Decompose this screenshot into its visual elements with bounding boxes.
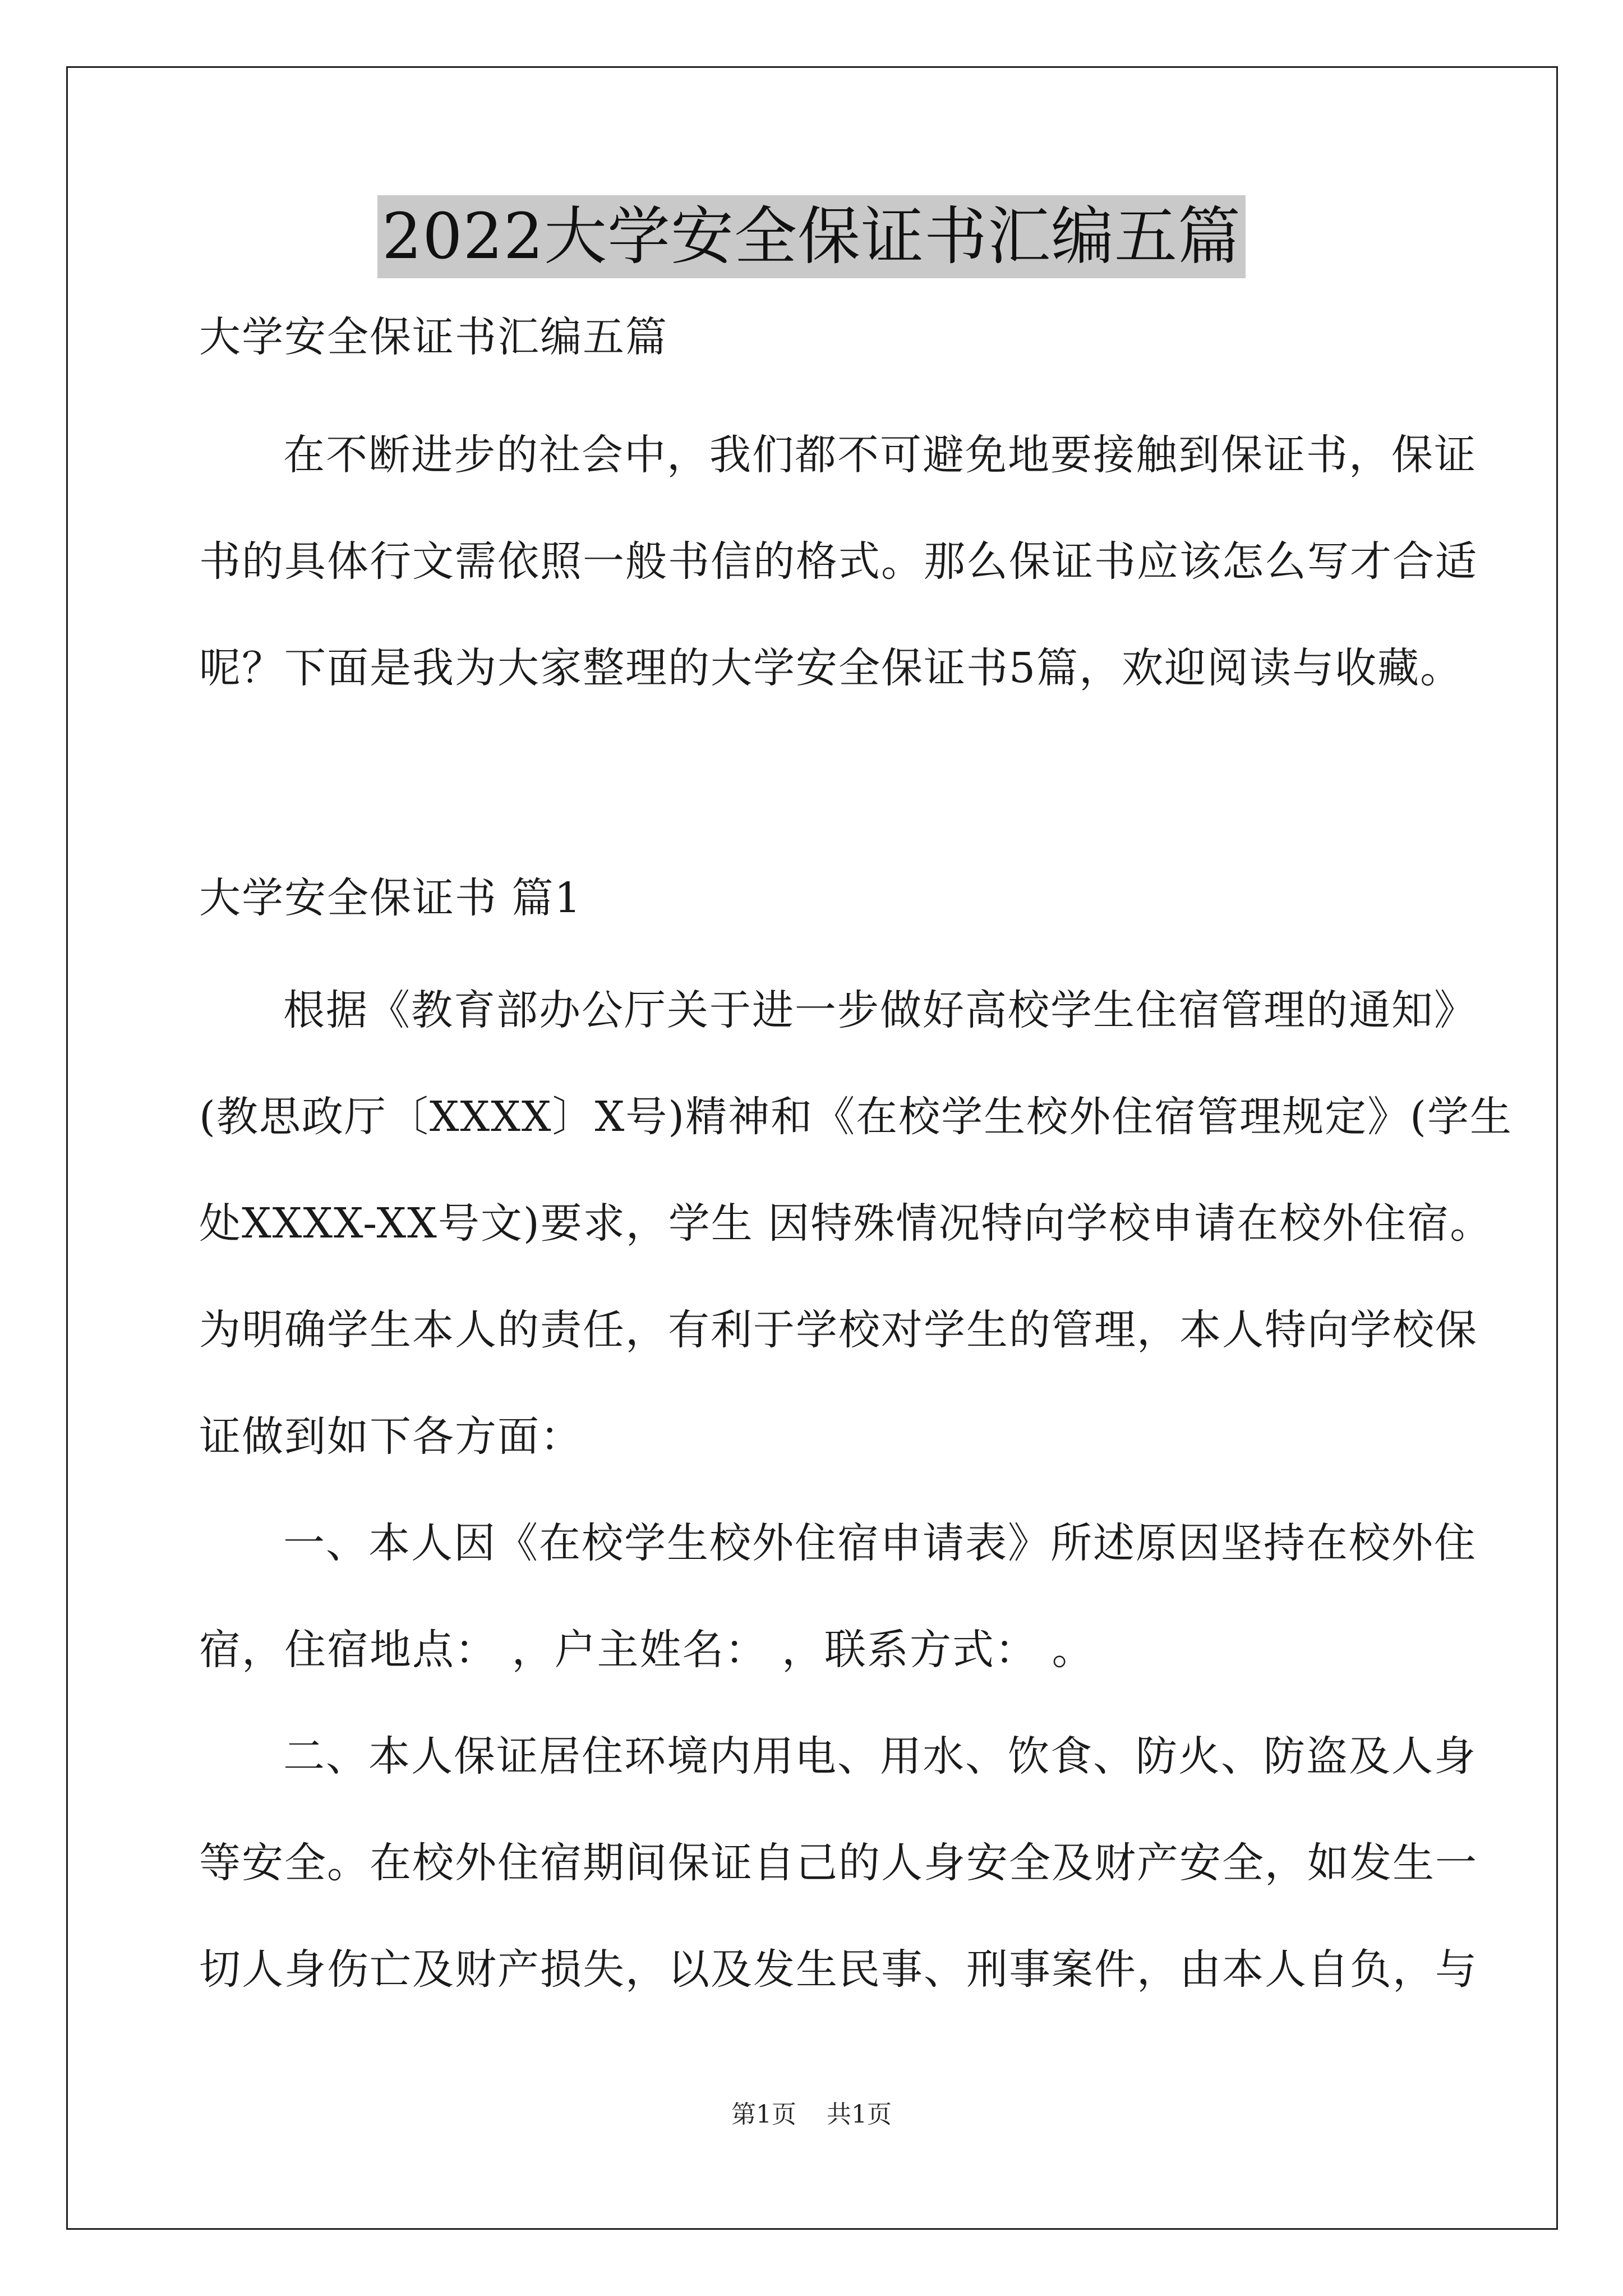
clause-2-line-2: 等安全。在校外住宿期间保证自己的人身安全及财产安全，如发生一 — [199, 1839, 1478, 1887]
clause-1-line-2: 宿，住宿地点： ，户主姓名： ，联系方式： 。 — [199, 1626, 1095, 1674]
body-line-5: 证做到如下各方面： — [199, 1412, 583, 1461]
body-line-2: (教思政厅〔XXXX〕X号)精神和《在校学生校外住宿管理规定》(学生 — [199, 1093, 1513, 1141]
body-line-4: 为明确学生本人的责任，有利于学校对学生的管理，本人特向学校保 — [199, 1306, 1478, 1354]
title-container — [0, 195, 1623, 278]
intro-line-1: 在不断进步的社会中，我们都不可避免地要接触到保证书，保证 — [283, 431, 1477, 479]
clause-2-line-1: 二、本人保证居住环境内用电、用水、饮食、防火、防盗及人身 — [283, 1732, 1477, 1780]
page-footer — [0, 2098, 1623, 2132]
clause-1-line-1: 一、本人因《在校学生校外住宿申请表》所述原因坚持在校外住 — [283, 1519, 1477, 1567]
clause-2-line-3: 切人身伤亡及财产损失，以及发生民事、刑事案件，由本人自负，与 — [199, 1945, 1478, 1994]
section-heading: 大学安全保证书 篇1 — [199, 874, 582, 922]
body-line-3: 处XXXX-XX号文)要求，学生 因特殊情况特向学校申请在校外住宿。 — [199, 1199, 1493, 1248]
document-title: 2022大学安全保证书汇编五篇 — [377, 195, 1246, 278]
page-border — [66, 66, 1558, 2230]
intro-line-2: 书的具体行文需依照一般书信的格式。那么保证书应该怎么写才合适 — [199, 537, 1478, 586]
page-total: 共1页 — [827, 2100, 892, 2129]
page-number: 第1页 — [731, 2100, 796, 2129]
intro-line-3: 呢？下面是我为大家整理的大学安全保证书5篇，欢迎阅读与收藏。 — [199, 644, 1463, 692]
body-line-1: 根据《教育部办公厅关于进一步做好高校学生住宿管理的通知》 — [283, 986, 1477, 1034]
subtitle-line: 大学安全保证书汇编五篇 — [199, 313, 668, 361]
